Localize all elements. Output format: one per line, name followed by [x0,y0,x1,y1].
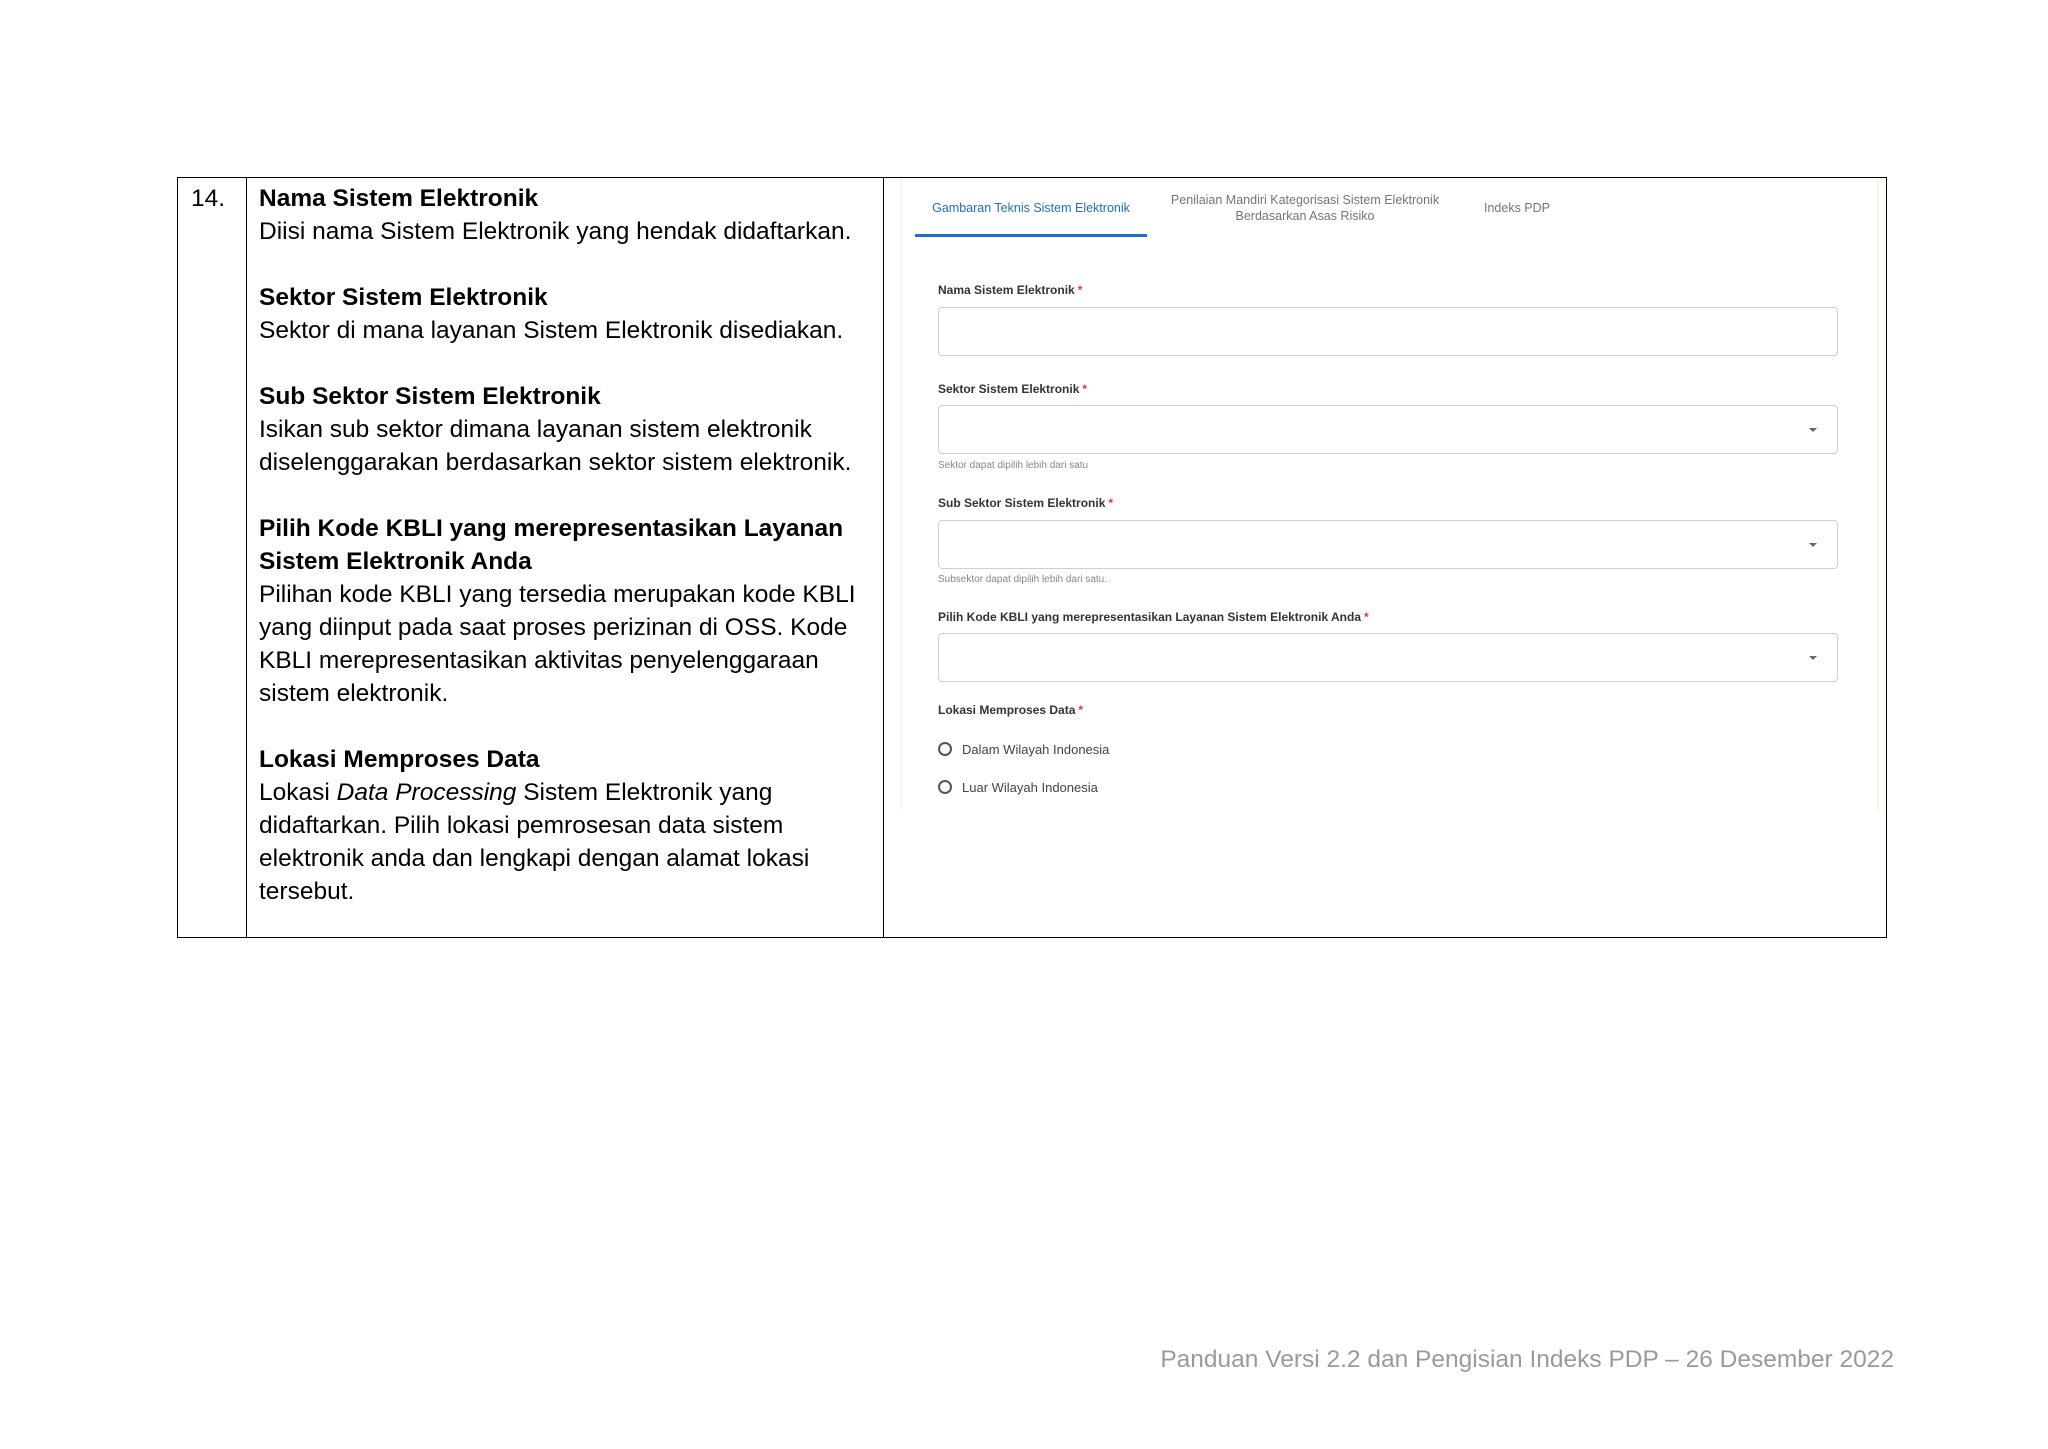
desc-kbli [259,512,879,710]
required-mark: * [1078,703,1084,717]
nama-sistem-input[interactable] [938,307,1838,356]
label-text: Sektor Sistem Elektronik [938,382,1080,396]
tab-gambaran-teknis[interactable]: Gambaran Teknis Sistem Elektronik [932,201,1130,215]
description-cell [247,178,884,937]
sub-sektor-label [938,496,1113,510]
desc-body-italic: Data Processing [336,779,517,806]
desc-sub-sektor [259,380,879,479]
required-mark: * [1364,610,1369,624]
radio-button-icon[interactable] [938,742,952,756]
desc-body: Isikan sub sektor dimana layanan sistem elektronik diselenggarakan berdasarkan sektor sistem elektronik. [259,416,852,476]
radio-label: Luar Wilayah Indonesia [962,779,1098,795]
required-mark: * [1082,382,1088,396]
row-number: 14. [191,185,226,212]
chevron-down-icon [1809,428,1817,432]
desc-title: Sektor Sistem Elektronik [259,284,548,311]
page-footer: Panduan Versi 2.2 dan Pengisian Indeks PDP – 26 Desember 2022 [1160,1346,1894,1373]
kbli-label [938,610,1369,624]
required-mark: * [1108,496,1114,510]
tab-indeks-pdp[interactable]: Indeks PDP [1483,201,1550,215]
sektor-select[interactable] [938,405,1838,454]
desc-title: Pilih Kode KBLI yang merepresentasikan Layanan Sistem Elektronik Anda [259,515,844,575]
description-text [259,182,879,908]
desc-body: Pilihan kode KBLI yang tersedia merupakan kode KBLI yang diinput pada saat proses perizinan di OSS. Kode KBLI merepresentasikan aktivitas penyelenggaraan sistem elektronik. [259,581,856,707]
label-text: Sub Sektor Sistem Elektronik [938,496,1106,510]
radio-luar-wilayah[interactable] [938,777,1098,797]
desc-body: Diisi nama Sistem Elektronik yang hendak didaftarkan. [259,218,852,245]
sektor-helper-text: Sektor dapat dipilih lebih dari satu [938,460,1089,471]
sub-sektor-select[interactable] [938,520,1838,569]
sub-sektor-helper-text: Subsektor dapat dipilih lebih dari satu. [938,574,1107,585]
kbli-select[interactable] [938,633,1838,682]
radio-button-icon[interactable] [938,780,952,794]
form-screenshot [901,178,1879,811]
lokasi-label [938,703,1083,717]
desc-title: Sub Sektor Sistem Elektronik [259,383,601,410]
desc-lokasi [259,743,879,908]
radio-dalam-wilayah[interactable] [938,739,1109,759]
desc-sektor [259,281,879,347]
tab-bar [902,178,1877,240]
nama-sistem-label [938,283,1082,297]
number-cell [178,178,247,937]
desc-body: Sektor di mana layanan Sistem Elektronik disediakan. [259,317,844,344]
chevron-down-icon [1809,656,1817,660]
desc-title: Lokasi Memproses Data [259,746,540,773]
active-tab-indicator [915,234,1147,237]
label-text: Lokasi Memproses Data [938,703,1076,717]
desc-body-prefix: Lokasi [259,779,337,806]
label-text: Pilih Kode KBLI yang merepresentasikan Layanan Sistem Elektronik Anda [938,610,1362,624]
required-mark: * [1077,283,1083,297]
radio-label: Dalam Wilayah Indonesia [962,741,1110,757]
tab-penilaian-mandiri[interactable]: Penilaian Mandiri Kategorisasi Sistem Elektronik Berdasarkan Asas Risiko [1170,193,1440,223]
guide-table [177,177,1887,938]
desc-body-suffix: Sistem Elektronik yang didaftarkan. Pilih lokasi pemrosesan data sistem elektronik anda dan lengkapi dengan alamat lokasi tersebut. [259,779,810,905]
label-text: Nama Sistem Elektronik [938,283,1075,297]
sektor-label [938,382,1087,396]
desc-body [259,776,879,908]
desc-title: Nama Sistem Elektronik [259,185,539,212]
chevron-down-icon [1809,543,1817,547]
desc-nama-sistem [259,182,879,248]
